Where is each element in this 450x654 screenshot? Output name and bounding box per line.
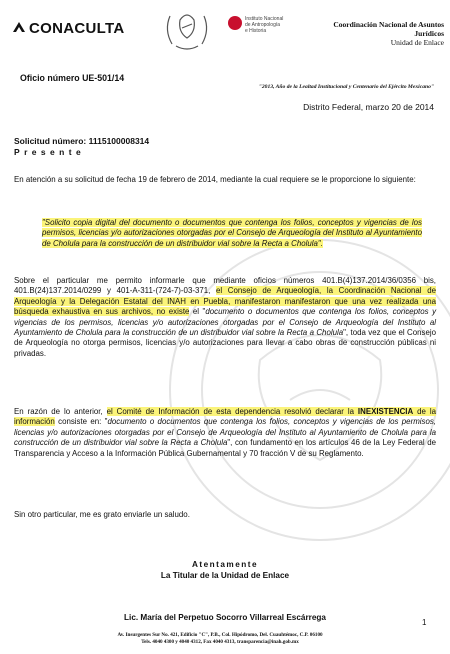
presente-label: Presente: [14, 146, 86, 157]
signer-name: Lic. María del Perpetuo Socorro Villarreal Escárrega: [124, 613, 326, 622]
request-quote-text: "Solicito copia digital del documento o documentos que contenga los folios, conceptos y vigencias de los permisos, licencias y/o autorizaciones otorgadas por el Consejo de Arqueología del Instituto al Ayuntamiento de Cholula para la construcción de un distribuidor vial sobre la Recta a Cholula".: [42, 218, 422, 248]
p2-part-a: Sobre el particular me permito informarle que mediante oficios números 401.B(4)137.2014/36/0356 bis, 401.B(24)137.2014/0299 y 401-A-311-(724-7)-03-371,: [14, 276, 436, 296]
coordination-header: [308, 20, 444, 47]
paragraph-response: [14, 276, 436, 359]
inah-line-1: Instituto Nacional: [245, 16, 284, 22]
footer-line-2: Tels. 4040 4300 y 4040 4312, Fax 4040 4313, transparencia@inah.gob.mx: [141, 639, 299, 645]
p2-part-e: ", toda vez que el Consejo de Arqueología no otorga permisos, licencias y/o autorizaciones para llevar a cabo obras de construcción públicas ni privadas.: [14, 328, 436, 358]
p3-highlight-end: de la información: [14, 407, 436, 427]
page-number: 1: [422, 618, 427, 627]
p3-part-e: consiste en: ": [54, 417, 108, 427]
p3-inexistencia: INEXISTENCIA: [357, 407, 414, 416]
oficio-number: Oficio número UE-501/14: [20, 73, 125, 83]
inah-logo: [228, 16, 304, 34]
request-number: Solicitud número: 1115100008314: [14, 136, 150, 146]
conaculta-logo: [12, 20, 124, 37]
coordination-title: Coordinación Nacional de Asuntos Jurídicos: [333, 20, 444, 38]
inah-logo-icon: [228, 16, 242, 30]
footer-line-1: Av. Insurgentes Sur No. 421, Edificio "C", P.B., Col. Hipódromo, Del. Cuauhtémoc, C.P. 06100: [117, 632, 323, 638]
document-date: Distrito Federal, marzo 20 de 2014: [303, 102, 434, 112]
mexico-coat-of-arms-icon: [160, 4, 214, 56]
conaculta-mark-icon: [12, 20, 26, 34]
inah-line-3: e Historia: [245, 28, 267, 34]
p3-part-a: En razón de lo anterior,: [14, 407, 107, 416]
paragraph-resolution: [14, 407, 436, 459]
logo-text: CONACULTA: [29, 20, 125, 37]
p3-highlight: el Comité de Información de esta dependencia resolvió declarar la: [106, 407, 358, 416]
recipient-block: [14, 136, 149, 157]
paragraph-closing: Sin otro particular, me es grato enviarle un saludo.: [14, 510, 190, 519]
p3-quoted-document: documento o documentos que contenga los folios, conceptos y vigencias de los permisos, licencias y/o autorizaciones otorgadas por el Consejo de Arqueología del Instituto al Ayuntamiento de Cholula para la construcción de un distribuidor vial sobre la Recta a Cholula: [14, 417, 436, 448]
footer-address: [30, 632, 410, 646]
signature-block: [0, 560, 450, 581]
paragraph-intro: En atención a su solicitud de fecha 19 de febrero de 2014, mediante la cual requiere se le proporcione lo siguiente:: [14, 175, 416, 184]
signer-title: La Titular de la Unidad de Enlace: [160, 570, 290, 580]
coordination-subtitle: Unidad de Enlace: [390, 38, 444, 47]
inah-line-2: de Antropología: [245, 22, 281, 28]
year-motto: "2013, Año de la Lealtad Institucional y Centenario del Ejército Mexicano": [258, 84, 434, 90]
atentamente-label: Atentamente: [191, 560, 259, 569]
p3-part-g: ", con fundamento en los artículos 46 de la Ley Federal de Transparencia y Acceso a la Información Pública Gubernamental y 70 fracción V de su Reglamento.: [14, 438, 437, 458]
p2-part-c: el ": [189, 307, 206, 317]
p2-highlight: el Consejo de Arqueología, la Coordinación Nacional de Arqueología y la Delegación Estatal del INAH en Puebla, manifestaron manifestaron que una vez realizada una búsqueda exhaustiva en sus archivos, no existe: [14, 286, 436, 317]
request-quote: [42, 218, 422, 249]
p2-quoted-document: documento o documentos que contenga los folios, conceptos y vigencias de los permisos, licencias y/o autorizaciones otorgadas por el Consejo de Arqueología del Instituto al Ayuntamiento de Cholula para la construcción de un distribuidor vial sobre la Recta a Cholula: [14, 307, 437, 338]
